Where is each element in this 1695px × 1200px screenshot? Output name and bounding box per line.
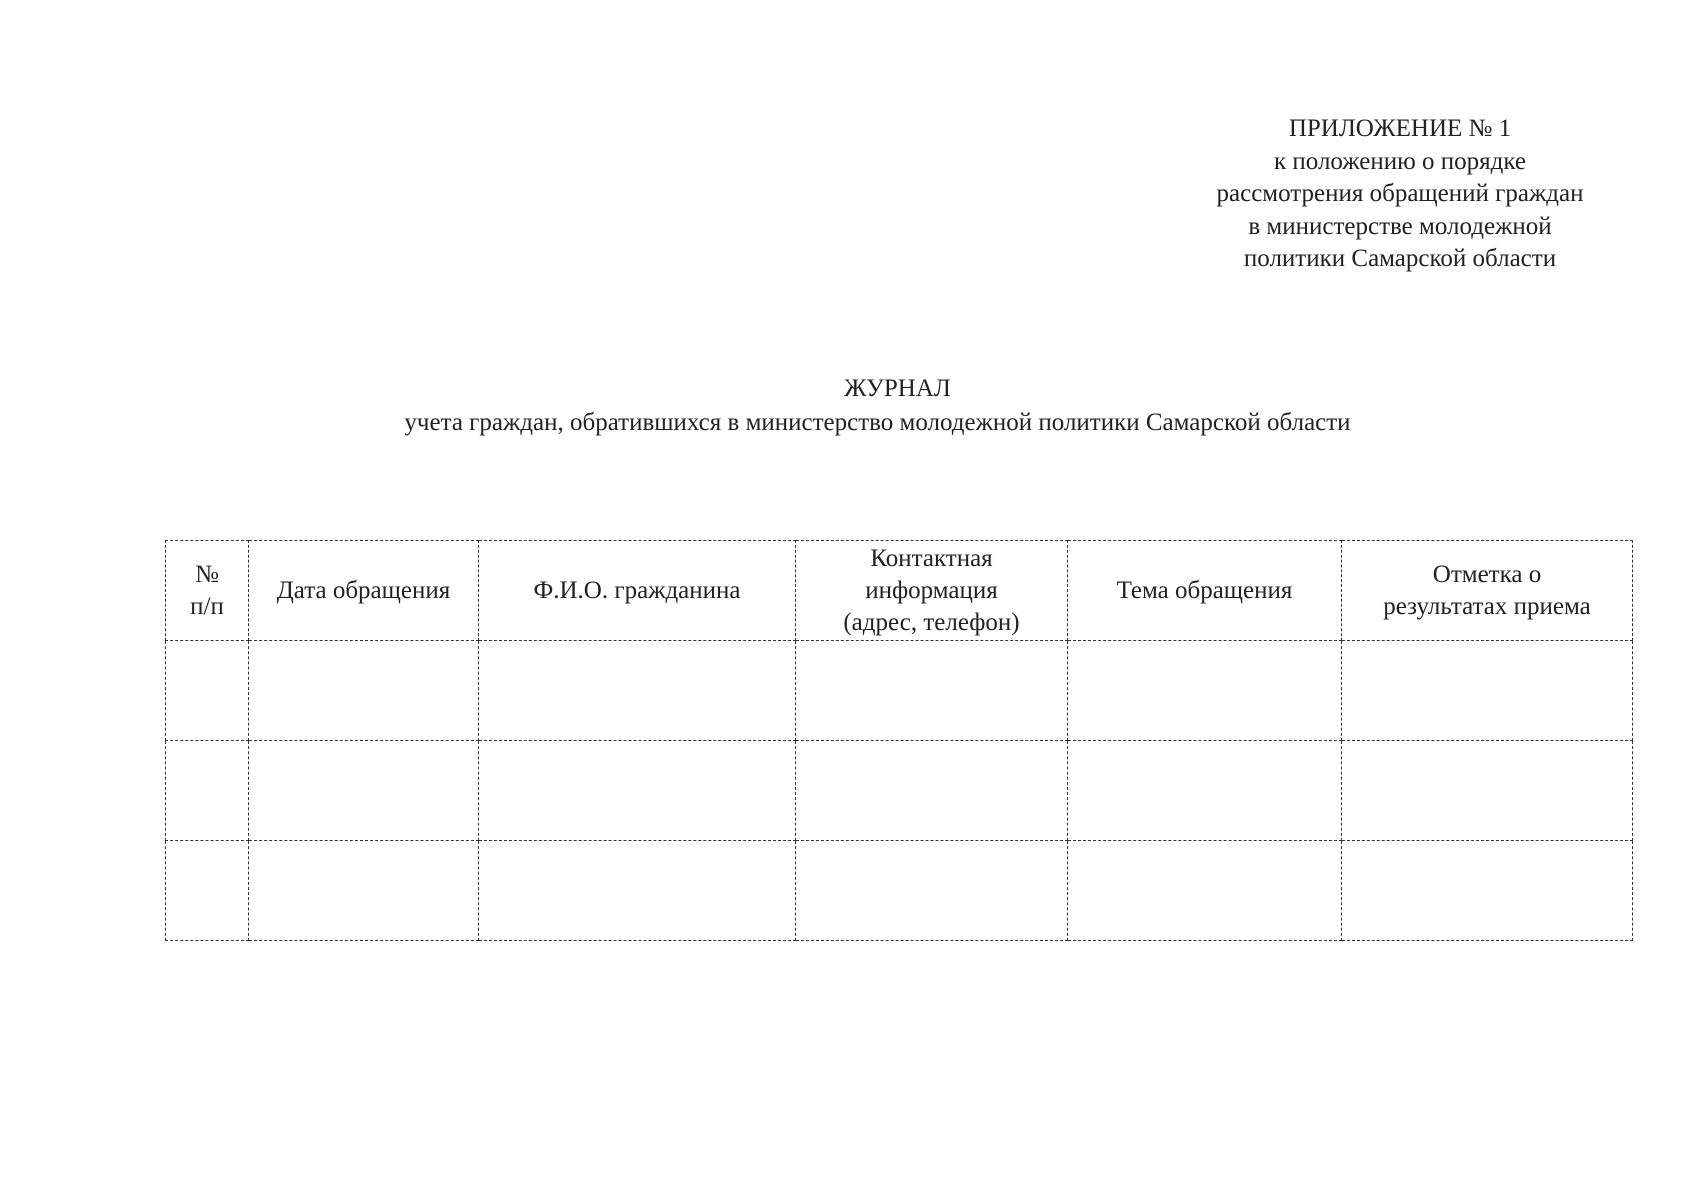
appendix-line: к положению о порядке — [1274, 147, 1526, 175]
appendix-line: в министерстве молодежной — [1248, 212, 1552, 240]
table-cell — [249, 641, 479, 741]
table-cell — [1068, 741, 1342, 841]
column-header-line: Контактная — [870, 544, 993, 572]
appendix-block — [1190, 113, 1610, 276]
column-header-date — [249, 541, 479, 641]
appendix-heading: ПРИЛОЖЕНИЕ № 1 — [1288, 115, 1512, 142]
table-cell — [1068, 641, 1342, 741]
table-cell — [479, 741, 796, 841]
table-cell — [1342, 641, 1633, 741]
appendix-line: политики Самарской области — [1243, 245, 1557, 272]
table-row — [166, 741, 1633, 841]
column-header-line: результатах приема — [1383, 592, 1591, 620]
table-row — [166, 841, 1633, 941]
table-cell — [479, 841, 796, 941]
column-header-line: информация — [865, 576, 998, 604]
journal-heading — [0, 372, 1695, 440]
column-header-topic — [1068, 541, 1342, 641]
table-cell — [796, 741, 1068, 841]
journal-subtitle: учета граждан, обратившихся в министерство молодежной политики Самарской области — [404, 409, 1351, 436]
column-header-line: № — [195, 560, 219, 588]
table-cell — [796, 841, 1068, 941]
table-cell — [796, 641, 1068, 741]
table-cell — [479, 641, 796, 741]
table-cell — [166, 841, 249, 941]
table-cell — [249, 841, 479, 941]
citizen-register-table — [165, 540, 1633, 941]
column-header-result — [1342, 541, 1633, 641]
column-header-line: Тема обращения — [1116, 576, 1293, 604]
column-header-line: Отметка о — [1432, 560, 1542, 588]
column-header-line: п/п — [190, 592, 224, 620]
table-cell — [166, 641, 249, 741]
column-header-contact — [796, 541, 1068, 641]
appendix-line: рассмотрения обращений граждан — [1216, 180, 1584, 207]
table-header-row — [166, 541, 1633, 641]
column-header-number — [166, 541, 249, 641]
column-header-line: Ф.И.О. гражданина — [533, 576, 741, 604]
column-header-line: (адрес, телефон) — [843, 608, 1020, 636]
table-cell — [1068, 841, 1342, 941]
journal-title: ЖУРНАЛ — [844, 375, 951, 402]
table-row — [166, 641, 1633, 741]
column-header-line: Дата обращения — [276, 576, 451, 604]
table-cell — [166, 741, 249, 841]
table-cell — [1342, 741, 1633, 841]
column-header-full-name — [479, 541, 796, 641]
table-cell — [249, 741, 479, 841]
table-cell — [1342, 841, 1633, 941]
